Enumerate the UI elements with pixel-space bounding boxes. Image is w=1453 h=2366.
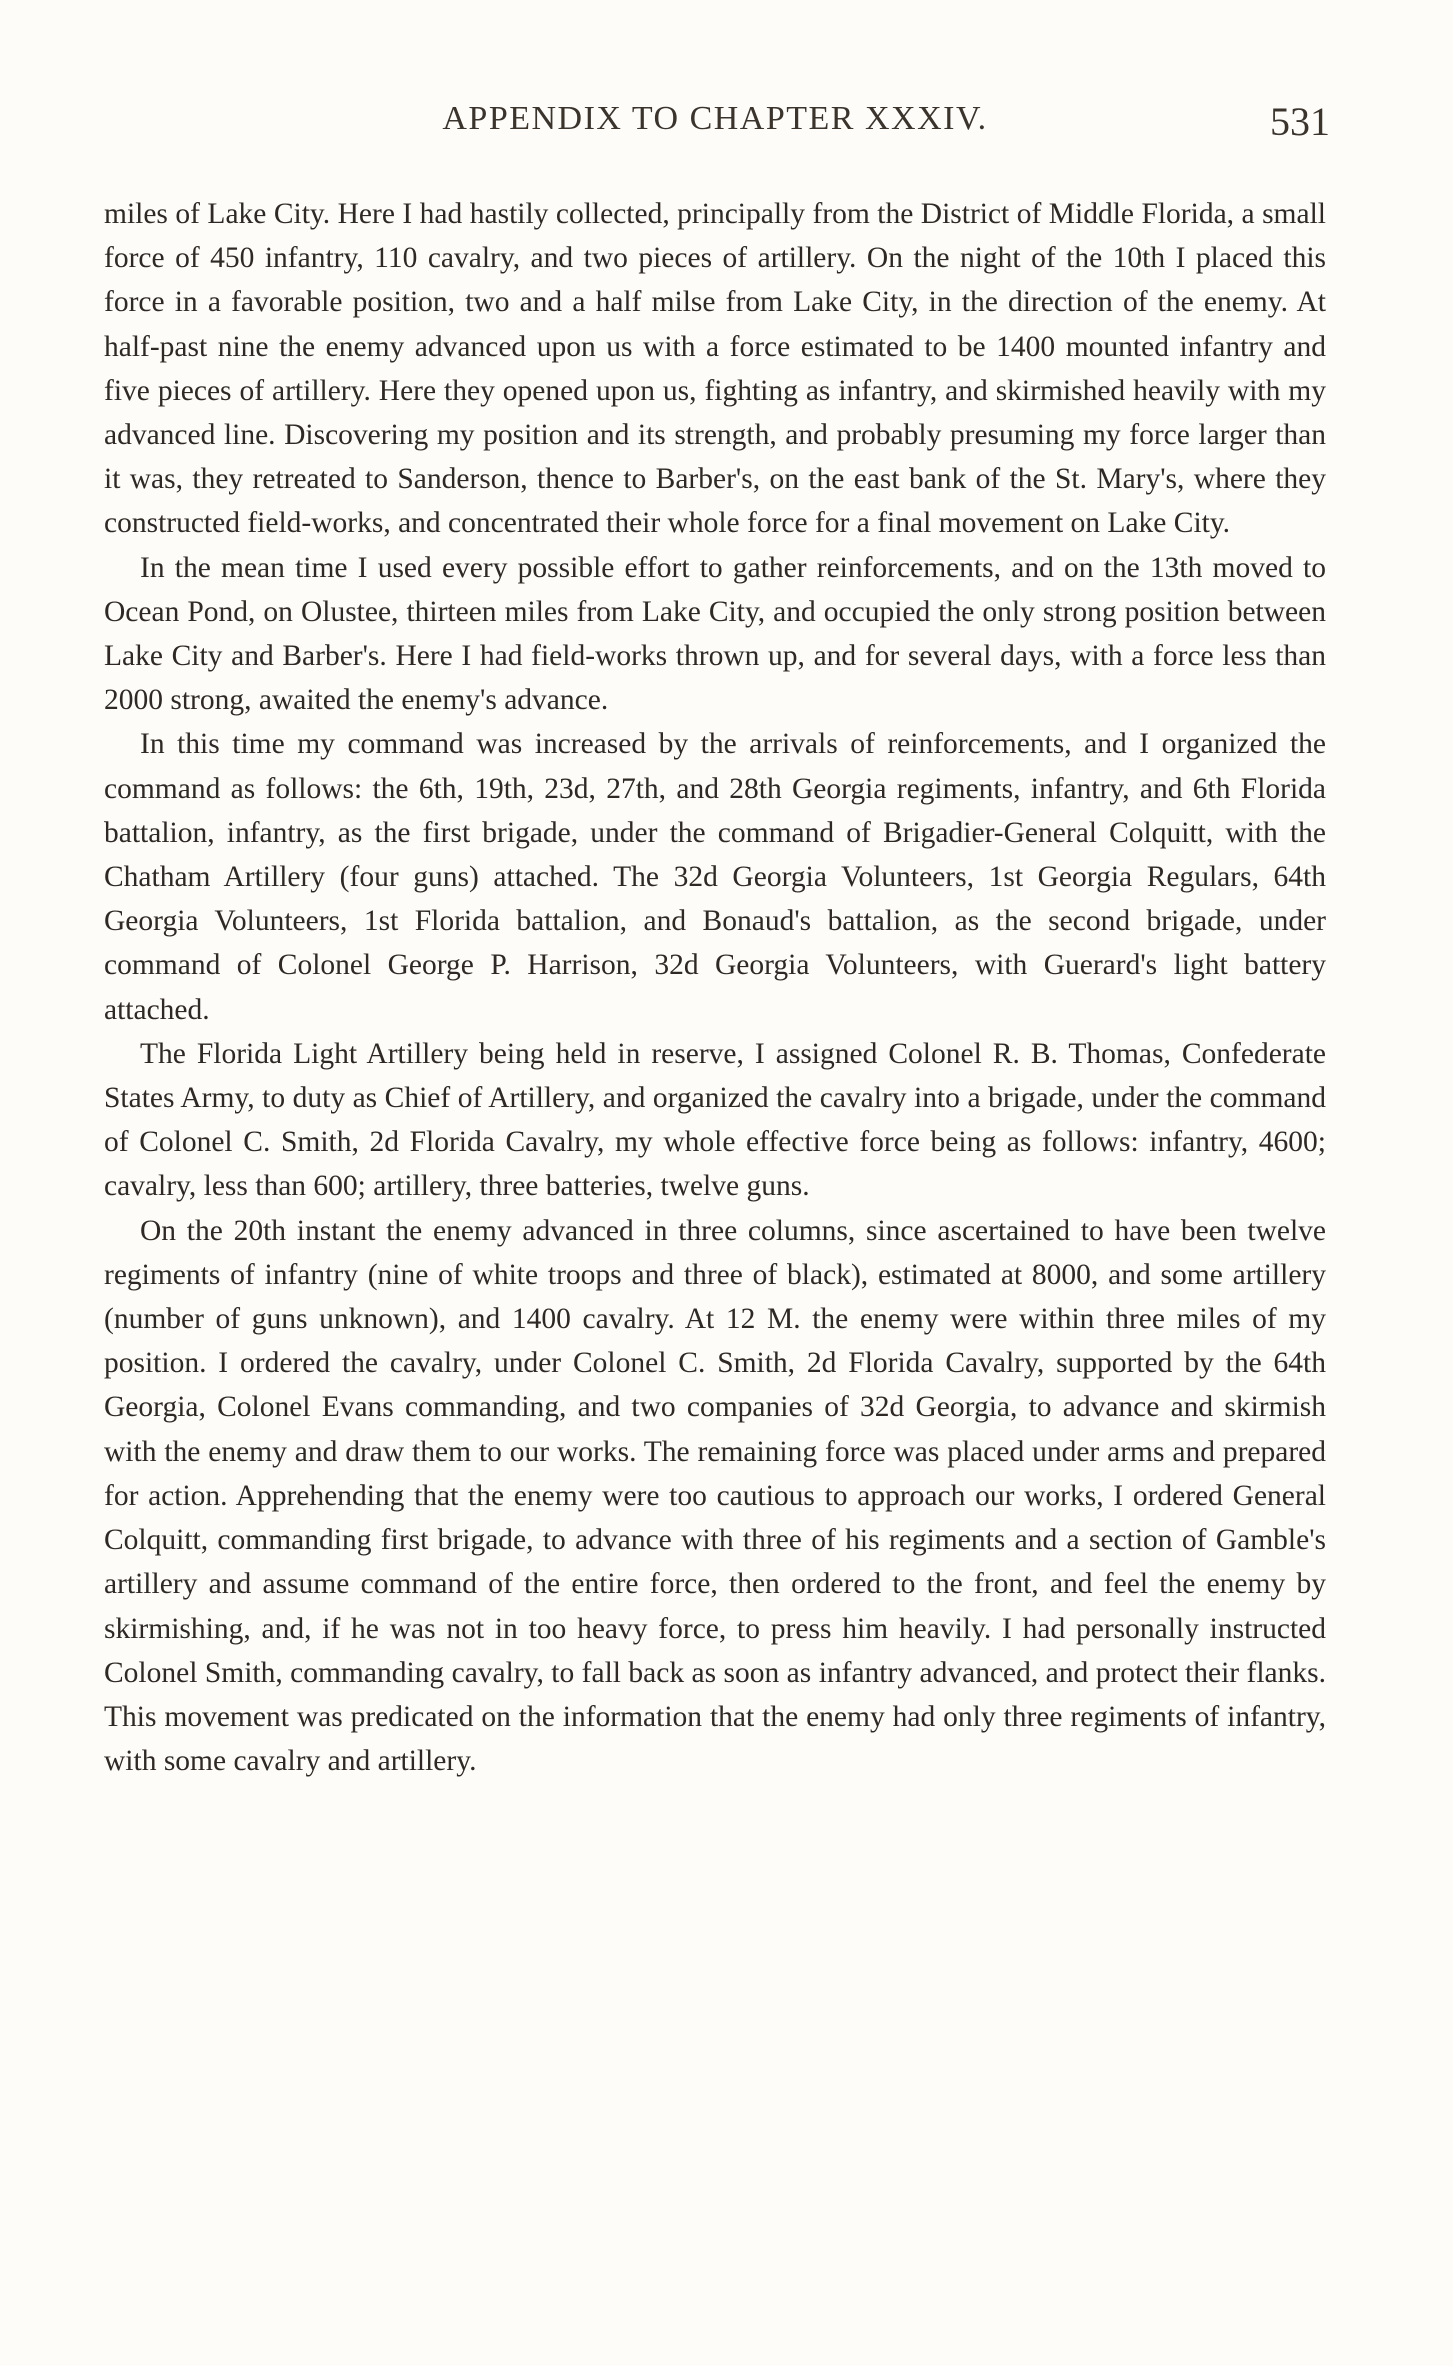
page-header bbox=[100, 100, 1330, 150]
running-head: APPENDIX TO CHAPTER XXXIV. bbox=[442, 100, 988, 137]
paragraph-3: In this time my command was increased by the arrivals of reinforcements, and I organized the command as follows: the 6th, 19th, 23d, 27th, and 28th Georgia regiments, infantry, and 6th Florida battalion, infantry, as the first brigade, under the command of Brigadier-General Colquitt, with the Chatham Artillery (four guns) attached. The 32d Georgia Volunteers, 1st Georgia Regulars, 64th Georgia Volunteers, 1st Florida battalion, and Bonaud's battalion, as the second brigade, under command of Colonel George P. Harrison, 32d Georgia Volunteers, with Guerard's light battery attached. bbox=[104, 728, 1326, 1026]
paragraph-2: In the mean time I used every possible effort to gather reinforcements, and on the 13th moved to Ocean Pond, on Olustee, thirteen miles from Lake City, and occupied the only strong position between Lake City and Barber's. Here I had field-works thrown up, and for several days, with a force less than 2000 strong, awaited the enemy's advance. bbox=[104, 551, 1326, 717]
body-text bbox=[104, 192, 1326, 1783]
page-number: 531 bbox=[1270, 99, 1330, 144]
paragraph-5: On the 20th instant the enemy advanced in three columns, since ascertained to have been twelve regiments of infantry (nine of white troops and three of black), estimated at 8000, and some artillery (number of guns unknown), and 1400 cavalry. At 12 M. the enemy were within three miles of my position. I ordered the cavalry, under Colonel C. Smith, 2d Florida Cavalry, supported by the 64th Georgia, Colonel Evans commanding, and two companies of 32d Georgia, to advance and skirmish with the enemy and draw them to our works. The remaining force was placed under arms and prepared for action. Apprehending that the enemy were too cautious to approach our works, I ordered General Colquitt, commanding first brigade, to advance with three of his regiments and a section of Gamble's artillery and assume command of the entire force, then ordered to the front, and feel the enemy by skirmishing, and, if he was not in too heavy force, to press him heavily. I had personally instructed Colonel Smith, commanding cavalry, to fall back as soon as infantry advanced, and protect their flanks. This movement was predicated on the information that the enemy had only three regiments of infantry, with some cavalry and artillery. bbox=[104, 1214, 1326, 1778]
paragraph-1: miles of Lake City. Here I had hastily collected, principally from the District of Middle Florida, a small force of 450 infantry, 110 cavalry, and two pieces of artillery. On the night of the 10th I placed this force in a favorable position, two and a half milse from Lake City, in the direction of the enemy. At half-past nine the enemy advanced upon us with a force estimated to be 1400 mounted infantry and five pieces of artillery. Here they opened upon us, fighting as infantry, and skirmished heavily with my advanced line. Discovering my position and its strength, and probably presuming my force larger than it was, they retreated to Sanderson, thence to Barber's, on the east bank of the St. Mary's, where they constructed field-works, and concentrated their whole force for a final movement on Lake City. bbox=[104, 198, 1326, 540]
paragraph-4: The Florida Light Artillery being held in reserve, I assigned Colonel R. B. Thomas, Confederate States Army, to duty as Chief of Artillery, and organized the cavalry into a brigade, under the command of Colonel C. Smith, 2d Florida Cavalry, my whole effective force being as follows: infantry, 4600; cavalry, less than 600; artillery, three batteries, twelve guns. bbox=[104, 1037, 1326, 1203]
